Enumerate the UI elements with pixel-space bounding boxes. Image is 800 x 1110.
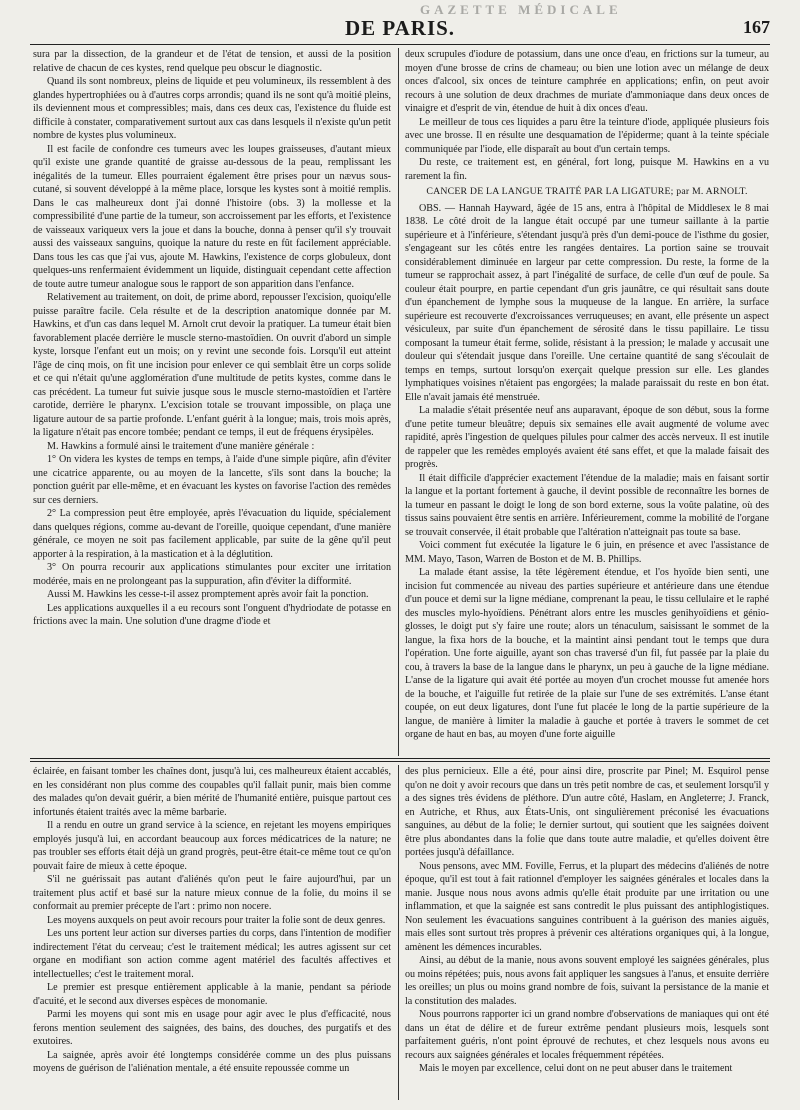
observation-label: OBS. — [419, 202, 442, 214]
paragraph: La saignée, après avoir été longtemps considérée comme un des plus puissans moyens de guérison de l'aliénation mentale, a été ensuite repoussée comme un — [33, 1049, 391, 1074]
column-divider-upper — [398, 48, 399, 756]
paragraph: 1° On videra les kystes de temps en temps, à l'aide d'une simple piqûre, afin d'éviter une cicatrice apparente, ou au moyen de la lancette, s'ils sont dans la bouche; la ponction guérit par elle-même, et en évacuant les kystes on favorise l'action des remèdes sur ces derniers. — [33, 454, 391, 506]
upper-right-column — [405, 48, 769, 756]
paragraph: Il a rendu en outre un grand service à la science, en rejetant les moyens empiriques employés jusqu'à lui, en accordant beaucoup aux forces médicatrices de la nature; ne pas troubler ses efforts était déjà un grand progrès, peut-être était-ce même tout ce qu'on pouvait faire de mieux à cette époque. — [33, 820, 391, 872]
page-header — [30, 14, 770, 44]
bleed-through-title: GAZETTE MÉDICALE — [420, 2, 622, 17]
paragraph: sura par la dissection, de la grandeur et de l'état de tension, et aussi de la position relative de chacun de ces kystes, rend quelque peu obscur le diagnostic. — [33, 49, 391, 74]
paragraph: Voici comment fut exécutée la ligature le 6 juin, en présence et avec l'assistance de MM. Mayo, Tason, Warren de Boston et de M. B. Phillips. — [405, 540, 769, 565]
paragraph: Il était difficile d'apprécier exactement l'étendue de la maladie; mais en faisant sortir la langue et la portant fortement à gauche, il devint possible de reconnaître les bornes de la tumeur en passant le doigt le long de son bord externe, sous la voûte palatine, où des tissus sains pouvaient être sentis en arrière. Inférieurement, comme la mobilité de l'organe se trouvait conservée, il était probable que l'altération n'atteignait pas toute sa base. — [405, 472, 769, 538]
section-rule-top — [30, 758, 770, 759]
paragraph: éclairée, en faisant tomber les chaînes dont, jusqu'à lui, ces malheureux étaient accablés, en les considérant non plus comme des coupables qu'il fallait punir, mais bien comme des malades qu'on devait guérir, a bien mérité de l'humanité entière, puisque partout ces infortunés étaient traités avec la même barbarie. — [33, 766, 391, 818]
header-rule — [30, 44, 770, 45]
paragraph: Ainsi, au début de la manie, nous avons souvent employé les saignées générales, plus ou moins répétées; puis, nous avons fait appliquer les sangsues à l'anus, et ensuite derrière les oreilles; un plus ou moins grand nombre de fois, suivant la persistance de la manie et la constitution des malades. — [405, 955, 769, 1007]
paragraph: Les uns portent leur action sur diverses parties du corps, dans l'intention de modifier indirectement l'état du cerveau; c'est le traitement médical; les autres agissent sur cet organe en modifiant son action comme agent matériel des facultés affectives et intellectuelles; c'est le traitement moral. — [33, 928, 391, 980]
paragraph: 2° La compression peut être employée, après l'évacuation du liquide, spécialement dans quelques régions, comme au-devant de l'oreille, quoique cependant, d'une manière générale, ce moyen ne soit pas facilement applicable, par suite de la gêne qu'il peut apporter à la respiration, à la mastication et à la déglutition. — [33, 508, 391, 560]
paragraph: M. Hawkins a formulé ainsi le traitement d'une manière générale : — [47, 440, 315, 452]
paragraph: La maladie s'était présentée neuf ans auparavant, époque de son début, sous la forme d'une petite tumeur bleuâtre; depuis six semaines elle avait augmenté de volume avec rapidité, après l'ingestion de quelques pilules pour calmer des accès nerveux. Il est inutile de rappeler que les remèdes employés avaient été sans effet, et que la malade faisait des progrès. — [405, 405, 769, 470]
paragraph: Parmi les moyens qui sont mis en usage pour agir avec le plus d'efficacité, nous ferons mention seulement des saignées, des bains, des douches, des purgatifs et des exutoires. — [33, 1009, 391, 1047]
article-heading: CANCER DE LA LANGUE TRAITÉ PAR LA LIGATURE; par M. ARNOLT. — [426, 186, 748, 197]
lower-left-column — [33, 765, 391, 1100]
paragraph: Nous pourrons rapporter ici un grand nombre d'observations de maniaques qui ont été dans un état de délire et de fureur extrême pendant plusieurs mois, lesquels sont parfaitement guéris, n'ont point éprouvé de rechutes, et chez lesquels nous avons eu recours aux saignées générales et locales fréquemment répétées. — [405, 1009, 769, 1061]
paragraph: Les moyens auxquels on peut avoir recours pour traiter la folie sont de deux genres. — [47, 914, 386, 926]
paragraph: Nous pensons, avec MM. Foville, Ferrus, et la plupart des médecins d'aliénés de notre époque, qu'il est tout à fait rationnel d'employer les saignées générales et locales dans la manie. Jusque nous nous avons admis qu'elle était produite par une irritation ou une inflammation, et que la saignée est sans contredit le plus puissant des antiphlogistiques. Non seulement les évacuations sanguines contribuent à la guérison des manies aiguës, mais elles sont surtout très propres à prévenir ces altérations organiques qui, à la longue, amènent les démences incurables. — [405, 860, 769, 953]
page-number: 167 — [743, 17, 770, 37]
paragraph: deux scrupules d'iodure de potassium, dans une once d'eau, en frictions sur la tumeur, au moyen d'une brosse de crins de chameau; ou bien une lotion avec un mélange de deux onces d'alcool, six onces de teinture camphrée en applications; enfin, on peut avoir recours à une solution de deux drachmes de muriate d'ammoniaque dans deux onces de vinaigre et d'esprit de vin, étendue de huit à dix onces d'eau. — [405, 49, 769, 114]
paragraph: des plus pernicieux. Elle a été, pour ainsi dire, proscrite par Pinel; M. Esquirol pense qu'on ne doit y avoir recours que dans un très petit nombre de cas, et seulement lorsqu'il y a des signes très évidens de pléthore. D'un autre côté, Haslam, en Angleterre; J. Franck, en Autriche, et Rhus, aux États-Unis, ont singulièrement préconisé les évacuations sanguines, au début de la folie; le dernier surtout, qui soutient que les saignées doivent être plus abondantes dans la folie que dans toute autre maladie, et qu'elles doivent être portées jusqu'à défaillance. — [405, 766, 769, 858]
paragraph: Les applications auxquelles il a eu recours sont l'onguent d'hydriodate de potasse en frictions avec la main. Une solution d'une dragme d'iode et — [33, 602, 391, 627]
observation-paragraph — [405, 202, 769, 405]
upper-left-column — [33, 48, 391, 756]
paragraph: Quand ils sont nombreux, pleins de liquide et peu volumineux, ils ressemblent à des glandes hypertrophiées ou à d'autres corps arrondis; quand ils ne sont qu'à moitié pleins, ils deviennent mous et compressibles; mais, dans ces deux cas, l'existence du fluide est difficile à constater, comparativement surtout aux cas dans lesquels il n'existe qu'un petit nombre de kystes plus volumineux. — [33, 76, 391, 141]
section-rule-bottom — [30, 761, 770, 762]
paragraph: Le meilleur de tous ces liquides a paru être la teinture d'iode, appliquée plusieurs fois avec une brosse. Il en résulte une desquamation de l'épiderme; quant à la teinte spéciale communiquée par l'iode, elle disparaît au bout d'un certain temps. — [405, 116, 769, 155]
paragraph: Relativement au traitement, on doit, de prime abord, repousser l'excision, quoiqu'elle puisse paraître facile. Cela résulte et de la description anatomique donnée par M. Hawkins, et d'un cas dans lequel M. Arnolt crut devoir la pratiquer. La tumeur était bien favorablement placée derrière le muscle sterno-mastoïdien. On ouvrit d'abord un simple kyste, lorsque l'enfant eut un mois; on y revint une seconde fois. Lorsqu'il eut atteint l'âge de cinq mois, on fit une incision pour enlever ce qui semblait être un corps solide et ce qui n'était qu'une agglomération d'une multitude de petits kystes, comme dans le cas précédent. La tumeur fut suivie jusque sous le muscle sterno-mastoïdien et l'artère carotide, derrière le pharynx. L'excision totale se trouvant impossible, on plaça une ligature autour de sa partie profonde. L'enfant guérit à la longue; mais, trois mois après, la ligature n'était pas encore tombée; pendant ce temps, il eut de fréquens érysipèles. — [33, 292, 391, 438]
paragraph: Le premier est presque entièrement applicable à la manie, pendant sa période d'acuité, et le second aux diverses espèces de monomanie. — [33, 982, 391, 1007]
column-divider-lower — [398, 765, 399, 1100]
paragraph: Aussi M. Hawkins les cesse-t-il assez promptement après avoir fait la ponction. — [47, 589, 369, 600]
observation-text: — Hannah Hayward, âgée de 15 ans, entra à l'hôpital de Middlesex le 8 mai 1838. Le côté droit de la langue était occupé par une tumeur saillante à la partie supérieure et à l'inférieure, s'étendant jusqu'à près d'un demi-pouce de l'isthme du gosier, s'engageant sur les côtés entre les rangées dentaires. La portion saine se trouvait considérablement diminuée en largeur par cette compression. Du reste, la forme de la tumeur se rapprochait assez, à part l'inégalité de surface, de celle d'un œuf de poule. Sa couleur était pourpre, en partie cependant d'un gris jaunâtre, ce qui résultait sans doute d'un épanchement de lymphe sous la muqueuse de la langue. En arrière, la surface supérieure est recouverte d'excroissances verruqueuses; en avant, elle présente un aspect vésiculeux, par suite d'un épanchement de sérosité dans le tissu papillaire. Le tissu composant la tumeur était ferme, solide, résistant à la pression; le malade y accusait une douleur qui s'étendait jusque dans l'oreille. Une certaine quantité de sang s'écoulait de temps en temps, surtout lorsqu'on exerçait quelque pression sur elle. Les glandes lymphatiques voisines n'étaient pas engorgées; la malade paraissait du reste en bon état. Elle n'avait jamais été menstruée. — [405, 202, 769, 403]
paragraph: 3° On pourra recourir aux applications stimulantes pour exciter une irritation modérée, mais en ne prolongeant pas la suppuration, afin d'éviter la difformité. — [33, 562, 391, 587]
masthead-title: DE PARIS. — [344, 16, 456, 40]
paragraph: La malade étant assise, la tête légèrement étendue, et l'os hyoïde bien senti, une incision fut commencée au niveau des parties supérieure et antérieure dans une étendue d'un pouce et demi sur la ligne médiane, comprenant la peau, le tissu cellulaire et le raphé des muscles mylo-hyoïdiens. Pénétrant alors entre les muscles genihyoïdiens et génio-glosses, le doigt put s'y faire une route; alors un ténaculum, saisissant le sommet de la langue, la fixa hors de la bouche, et la maintint ainsi pendant tout le temps que dura l'opération. Une forte aiguille, ayant son chas traversé d'un fil, fut passée par la plaie du cou, à travers la base de la langue dans le pharynx, un peu à gauche de la ligne médiane. L'anse de la ligature qui avait été portée au moyen d'un crochet mousse fut amenée hors de la bouche, et l'aiguille fut retirée de la plaie sur l'une de ses extrémités. L'anse étant coupée, on eut deux ligatures, dont l'une fut placée le long de la partie supérieure de la langue, de manière à limiter la maladie à gauche et portée à travers le sommet de cet organe de haut en bas, au moyen d'une forte aiguille — [405, 567, 769, 740]
paragraph: S'il ne guérissait pas autant d'aliénés qu'on peut le faire aujourd'hui, par un traitement plus actif et basé sur la nature mieux connue de la folie, du moins il se conformait au premier précepte de l'art : primo non nocere. — [33, 874, 391, 912]
paragraph: Mais le moyen par excellence, celui dont on ne peut abuser dans le traitement — [419, 1063, 733, 1074]
paragraph: Il est facile de confondre ces tumeurs avec les loupes graisseuses, d'autant mieux qu'il existe une grande quantité de graisse au-dessous de la peau, remplissant les inégalités de la tumeur. Elles pourraient également être prises pour un nævus sous-cutané, si souvent développé à la même place, lorsque les kystes sont à moitié remplis. Dans le cas malheureux dont j'ai donné l'histoire (obs. 3) la mollesse et la compressibilité d'une partie de la tumeur, son accroissement par les efforts, et l'existence de vaisseaux variqueux vers la joue et dans la bouche, donna à penser qu'il s'y trouvait aussi des vaisseaux sanguins, quoique la nature du reste en fût facilement appréciable. Dans tous les cas que j'ai vus, ajoute M. Hawkins, l'existence de corps globuleux, dont quelques-uns renfermaient évidemment un liquide, distinguait cependant cette affection de toute autre tumeur analogue sous le rapport de son apparition dans l'enfance. — [33, 143, 391, 290]
paragraph: Du reste, ce traitement est, en général, fort long, puisque M. Hawkins en a vu rarement la fin. — [405, 157, 769, 182]
lower-right-column — [405, 765, 769, 1100]
